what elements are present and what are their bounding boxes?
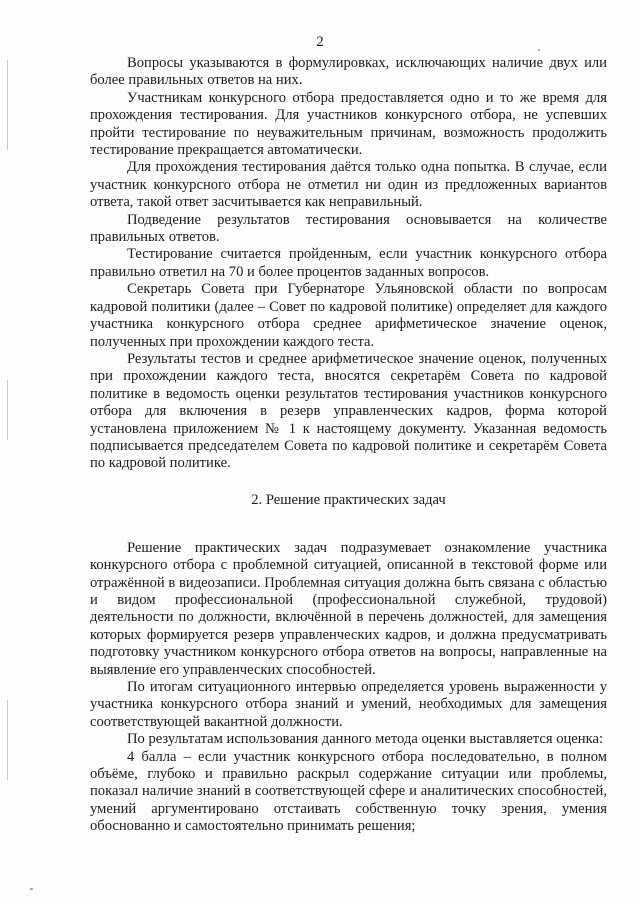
paragraph: Вопросы указываются в формулировках, исключающих наличие двух или более правильных ответов на них.: [90, 55, 607, 89]
page-number: 2: [316, 34, 324, 50]
paragraph: Секретарь Совета при Губернаторе Ульяновской области по вопросам кадровой политики (далее – Совет по кадровой политике) определяет для каждого участника конкурсного отбора среднее арифметическое значение оценок, полученных при прохождении каждого теста.: [90, 281, 607, 350]
document-body: [90, 55, 607, 836]
binding-edge-mark: [7, 60, 8, 150]
paragraph: Тестирование считается пройденным, если участник конкурсного отбора правильно ответил на 70 и более процентов заданных вопросов.: [90, 246, 607, 280]
paragraph: Для прохождения тестирования даётся только одна попытка. В случае, если участник конкурсного отбора не отметил ни один из предложенных вариантов ответа, такой ответ засчитывается как неправильный.: [90, 159, 607, 211]
section-heading: 2. Решение практических задач: [251, 491, 446, 508]
paragraph: Результаты тестов и среднее арифметическое значение оценок, полученных при прохождении каждого теста, вносятся секретарём Совета по кадровой политике в ведомость оценки результатов тестирования участников конкурсного отбора для включения в резерв управленческих кадров, форма которой установлена приложением № 1 к настоящему документу. Указанная ведомость подписывается председателем Совета по кадровой политике и секретарём Совета по кадровой политике.: [90, 350, 607, 472]
paragraph: Участникам конкурсного отбора предоставляется одно и то же время для прохождения тестирования. Для участников конкурсного отбора, не успевших пройти тестирование по неуважительным причинам, возможность продолжить тестирование прекращается автоматически.: [90, 89, 607, 159]
paragraph: 4 балла – если участник конкурсного отбора последовательно, в полном объёме, глубоко и правильно раскрыл содержание ситуации или проблемы, показал наличие знаний в соответствующей сфере и аналитических способностей, умений аргументировано отстаивать собственную точку зрения, умения обоснованно и самостоятельно принимать решения;: [90, 748, 607, 835]
paragraph: По итогам ситуационного интервью определяется уровень выраженности у участника конкурсного отбора знаний и умений, необходимых для замещения соответствующей вакантной должности.: [90, 679, 607, 730]
binding-edge-mark: [7, 700, 8, 780]
paragraph: Решение практических задач подразумевает ознакомление участника конкурсного отбора с проблемной ситуацией, описанной в текстовой форме или отражённой в видеозаписи. Проблемная ситуация должна быть связана с областью и видом профессиональной (профессиональной служебной, трудовой) деятельности по должности, включённой в перечень должностей, для замещения которых формируется резерв управленческих кадров, и должна предусматривать подготовку участником конкурсного отбора ответов на вопросы, направленные на выявление его управленческих способностей.: [90, 539, 607, 678]
paragraph: По результатам использования данного метода оценки выставляется оценка:: [127, 731, 603, 748]
paragraph: Подведение результатов тестирования основывается на количестве правильных ответов.: [90, 211, 607, 246]
binding-edge-mark: [7, 380, 8, 440]
scan-speck: [30, 888, 33, 890]
